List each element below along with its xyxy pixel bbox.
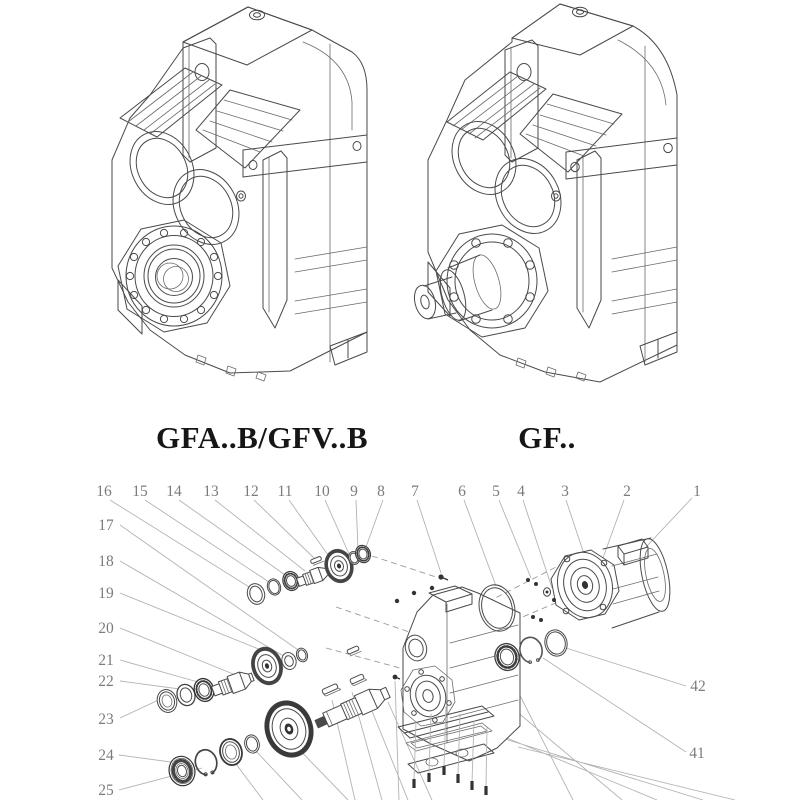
callout-41: 41 xyxy=(689,745,705,762)
callout-18: 18 xyxy=(98,553,114,570)
callout-numbers xyxy=(96,483,706,799)
callout-11: 11 xyxy=(277,483,293,500)
part-end-cap xyxy=(245,581,268,606)
model-label-left: GFA..B/GFV..B xyxy=(155,420,369,455)
part-oil-seal xyxy=(154,687,179,715)
callout-3: 3 xyxy=(561,483,569,500)
callout-42: 42 xyxy=(690,678,706,695)
output-boss-left xyxy=(118,220,230,332)
part-key-output-1 xyxy=(322,683,341,697)
part-gear-output xyxy=(258,695,320,764)
callout-9: 9 xyxy=(350,483,358,500)
part-circlip-output xyxy=(517,635,545,665)
callout-13: 13 xyxy=(203,483,219,500)
model-label-right: GF.. xyxy=(518,420,576,455)
part-motor-unit xyxy=(550,536,675,628)
assembly-intermediate-shaft xyxy=(154,643,361,715)
part-oring-small xyxy=(265,577,282,597)
callout-22: 22 xyxy=(98,673,114,690)
part-key-input xyxy=(310,556,323,566)
callout-17: 17 xyxy=(98,517,114,534)
second-bore-right xyxy=(482,147,573,245)
part-ball-bearing xyxy=(166,753,198,788)
callout-23: 23 xyxy=(98,711,114,728)
callout-16: 16 xyxy=(96,483,112,500)
callout-8: 8 xyxy=(377,483,385,500)
callout-1: 1 xyxy=(693,483,701,500)
callout-21: 21 xyxy=(98,652,114,669)
part-key-output-2 xyxy=(350,673,367,686)
callout-6: 6 xyxy=(458,483,466,500)
callout-20: 20 xyxy=(98,620,114,637)
callout-14: 14 xyxy=(166,483,182,500)
callout-19: 19 xyxy=(98,585,114,602)
part-gear-mid xyxy=(247,643,287,688)
callout-4: 4 xyxy=(517,483,525,500)
callout-25: 25 xyxy=(98,782,114,799)
part-pinion-shaft-mid xyxy=(210,668,256,699)
callout-24: 24 xyxy=(98,747,114,764)
exploded-diagram xyxy=(96,483,735,800)
part-seal-lower xyxy=(217,736,245,767)
part-key-mid xyxy=(347,645,362,656)
callout-15: 15 xyxy=(132,483,148,500)
callout-10: 10 xyxy=(314,483,330,500)
part-circlip-lower xyxy=(193,747,220,777)
gearbox-drawing-left xyxy=(112,7,367,381)
input-bore-left xyxy=(118,120,207,215)
callout-12: 12 xyxy=(243,483,259,500)
callout-7: 7 xyxy=(411,483,419,500)
part-ring-output xyxy=(542,627,570,658)
part-housing xyxy=(395,586,520,761)
callout-5: 5 xyxy=(492,483,500,500)
output-flange-right xyxy=(436,225,548,337)
part-washer-lower xyxy=(243,733,262,755)
gearbox-drawing-right xyxy=(411,4,677,382)
second-bore-left xyxy=(160,158,251,256)
callout-2: 2 xyxy=(623,483,631,500)
